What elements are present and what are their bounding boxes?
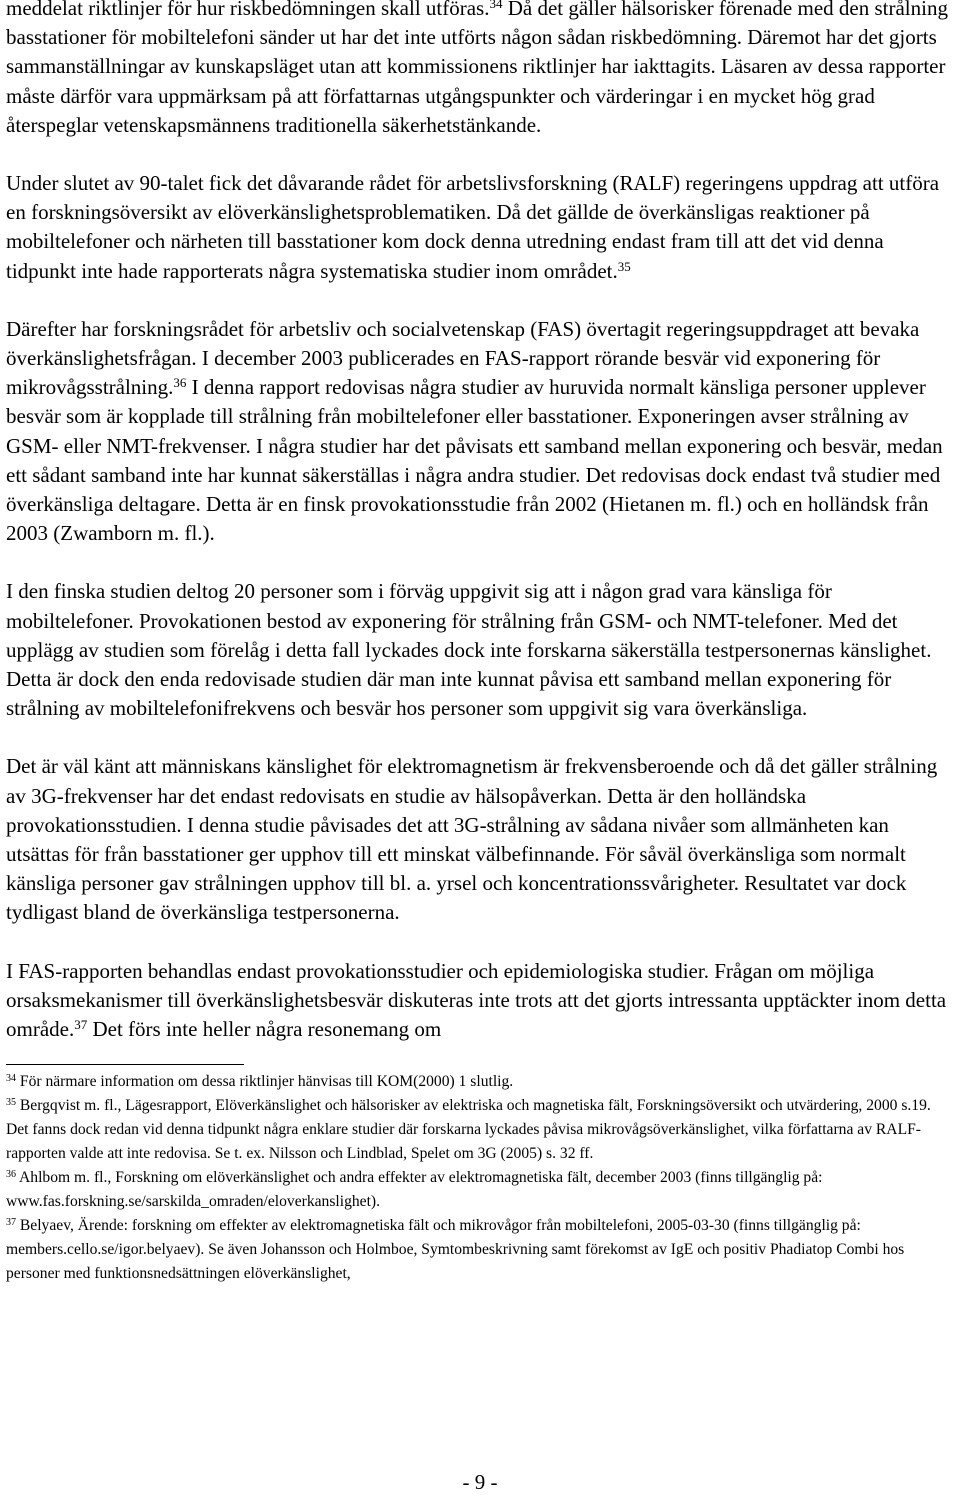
paragraph-4 — [6, 577, 952, 723]
paragraph-5 — [6, 752, 952, 927]
footnote-separator — [6, 1064, 244, 1065]
text-segment: Det är väl känt att människans känslighet för elektromagnetism är frekvensberoende och då det gäller strålning av 3G-frekvenser har det endast redovisats en studie av hälsopåverkan. Detta är den holländska provokationsstudien. I denna studie påvisades det att 3G-strålning av sådana nivåer som allmänheten kan utsättas för från basstationer ger upphov till ett minskat välbefinnande. För såväl överkänsliga som normalt känsliga personer gav strålningen upphov till bl. a. yrsel och koncentrationssvårigheter. Resultatet var dock tydligast bland de överkänsliga testpersonerna. — [6, 754, 938, 925]
paragraph-gap — [6, 928, 952, 957]
paragraph-3 — [6, 315, 952, 549]
paragraph-gap — [6, 140, 952, 169]
body-text — [6, 0, 952, 1044]
text-segment: I den finska studien deltog 20 personer som i förväg uppgivit sig att i någon grad vara känsliga för mobiltelefoner. Provokationen bestod av exponering för strålning från GSM- och NMT-telefoner. Med det upplägg av studien som förelåg i detta fall lyckades dock inte forskarna säkerställa testpersonernas känslighet. Detta är dock den enda redovisade studien där man inte kunnat påvisa ett samband mellan exponering för strålning av mobiltelefonifrekvens och besvär hos personer som uppgivit sig vara överkänsliga. — [6, 579, 932, 721]
paragraph-6 — [6, 957, 952, 1045]
paragraph-2 — [6, 169, 952, 286]
paragraph-gap — [6, 548, 952, 577]
footnote-text: För närmare information om dessa riktlinjer hänvisas till KOM(2000) 1 slutlig. — [16, 1073, 514, 1091]
text-segment: I denna rapport redovisas några studier av huruvida normalt känsliga personer upplever besvär som är kopplade till strålning från mobiltelefoner eller basstationer. Exponeringen avser strålning av GSM- eller NMT-frekvenser. I några studier har det påvisats ett samband mellan exponering och besvär, medan ett sådant samband inte har kunnat säkerställas i några andra studier. Det redovisas dock endast två studier med överkänsliga deltagare. Detta är en finsk provokationsstudie från 2002 (Hietanen m. fl.) och en holländsk från 2003 (Zwamborn m. fl.). — [6, 375, 943, 546]
footnote-number: 36 — [6, 1168, 16, 1180]
document-page — [6, 0, 952, 1285]
footnote-35 — [6, 1094, 952, 1166]
footnote-number: 34 — [6, 1073, 16, 1085]
footnote-36 — [6, 1166, 952, 1214]
text-segment: Därefter har forskningsrådet för arbetsliv och socialvetenskap (FAS) övertagit regeringsuppdraget att bevaka överkänslighetsfrågan. I december 2003 publicerades en FAS-rapport rörande besvär vid exponering för mikrovågsstrålning. — [6, 316, 920, 400]
footnote-reference: 36 — [173, 375, 187, 391]
paragraph-1 — [6, 0, 952, 140]
text-segment: Det förs inte heller några resonemang om — [87, 1017, 442, 1042]
text-segment: meddelat riktlinjer för hur riskbedömningen skall utföras. — [6, 0, 490, 20]
paragraph-gap — [6, 286, 952, 315]
footnote-reference: 35 — [617, 258, 631, 274]
footnote-text: Belyaev, Ärende: forskning om effekter av elektromagnetiska fält och mikrovågor från mobiltelefoni, 2005-03-30 (finns tillgänglig på: members.cello.se/igor.belyaev). Se även Johansson och Holmboe, Symtombeskrivning samt förekomst av IgE och positiv Phadiatop Combi hos personer med funktionsnedsättningen elöverkänslighet, — [6, 1216, 905, 1282]
paragraph-gap — [6, 723, 952, 752]
footnotes — [6, 1070, 952, 1285]
footnote-37 — [6, 1214, 952, 1286]
footnote-text: Bergqvist m. fl., Lägesrapport, Elöverkänslighet och hälsorisker av elektriska och magnetiska fält, Forskningsöversikt och utvärdering, 2000 s.19. Det fanns dock redan vid denna tidpunkt några enklare studier där forskarna lyckades påvisa mikrovågsöverkänslighet, vilka författarna av RALF-rapporten valde att inte redovisa. Se t. ex. Nilsson och Lindblad, Spelet om 3G (2005) s. 32 ff. — [6, 1097, 931, 1163]
footnote-text: Ahlbom m. fl., Forskning om elöverkänslighet och andra effekter av elektromagnetiska fält, december 2003 (finns tillgänglig på: www.fas.forskning.se/sarskilda_omraden/eloverkanslighet). — [6, 1168, 823, 1210]
footnote-number: 35 — [6, 1097, 16, 1109]
footnote-number: 37 — [6, 1216, 16, 1228]
text-segment: Då det gäller hälsorisker förenade med den strålning basstationer för mobiltelefoni sänder ut har det inte utförts någon sådan riskbedömning. Däremot har det gjorts sammanställningar av kunskapsläget utan att kommissionens riktlinjer har iakttagits. Läsaren av dessa rapporter måste därför vara uppmärksam på att författarnas utgångspunkter och värderingar i en mycket hög grad återspeglar vetenskapsmännens traditionella säkerhetstänkande. — [6, 0, 948, 137]
page-number: - 9 - — [462, 1470, 498, 1494]
footnote-reference: 34 — [489, 0, 503, 11]
footnote-34 — [6, 1070, 952, 1094]
text-segment: I FAS-rapporten behandlas endast provokationsstudier och epidemiologiska studier. Frågan om möjliga orsaksmekanismer till överkänslighetsbesvär diskuteras inte trots att det gjorts intressanta upptäckter inom detta område. — [6, 958, 947, 1042]
footnote-reference: 37 — [74, 1017, 88, 1033]
text-segment: Under slutet av 90-talet fick det dåvarande rådet för arbetslivsforskning (RALF) regeringens uppdrag att utföra en forskningsöversikt av elöverkänslighetsproblematiken. Då det gällde de överkänsligas reaktioner på mobiltelefoner och närheten till basstationer kom dock denna utredning endast fram till att det vid denna tidpunkt inte hade rapporterats några systematiska studier inom området. — [6, 171, 940, 283]
